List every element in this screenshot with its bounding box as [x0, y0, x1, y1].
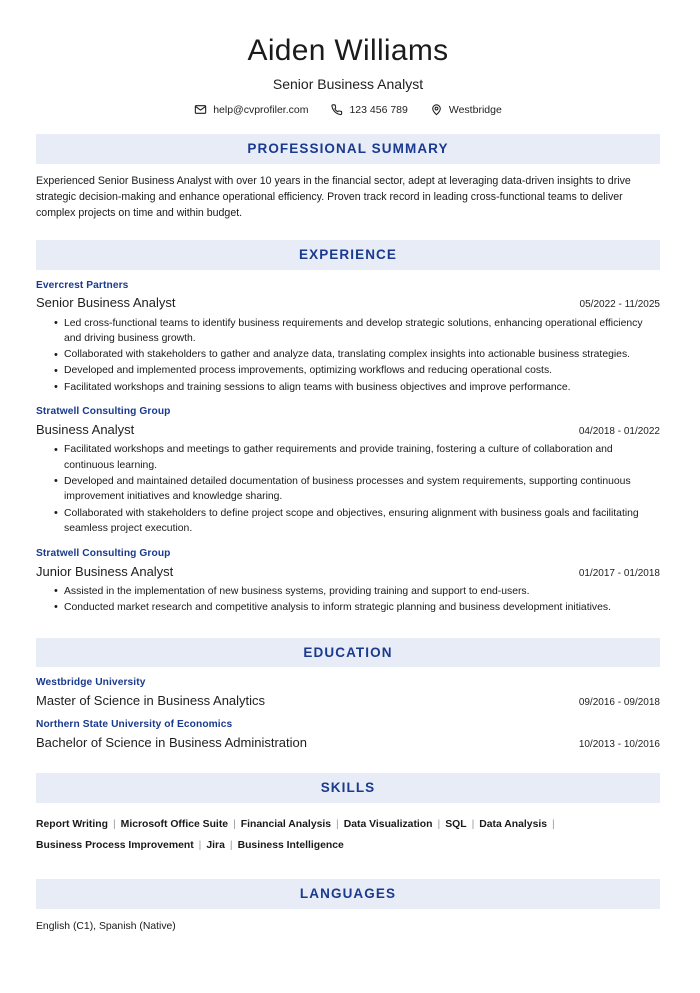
section-title-summary: PROFESSIONAL SUMMARY — [36, 134, 660, 164]
summary-body — [36, 173, 660, 221]
education-school-name: Northern State University of Economics — [36, 719, 233, 731]
section-skills — [36, 773, 660, 857]
education-date-range: 10/2013 - 10/2016 — [578, 738, 660, 750]
education-degree-row — [36, 735, 660, 751]
section-title-experience: EXPERIENCE — [36, 240, 660, 270]
education-date-range: 09/2016 - 09/2018 — [578, 696, 660, 708]
experience-entry — [36, 406, 660, 537]
experience-bullet-list — [36, 584, 660, 616]
contact-row — [36, 103, 660, 116]
skill-item: Business Intelligence — [237, 840, 344, 852]
education-degree-title: Bachelor of Science in Business Administration — [36, 734, 307, 750]
experience-entry — [36, 548, 660, 616]
experience-company-name: Stratwell Consulting Group — [36, 547, 171, 559]
contact-phone[interactable] — [330, 103, 407, 116]
skills-body — [36, 814, 660, 858]
experience-entry — [36, 280, 660, 396]
headline-subtitle: Senior Business Analyst — [272, 75, 424, 92]
resume-header — [36, 0, 660, 116]
skill-separator: | — [233, 818, 236, 830]
skill-item: Business Process Improvement — [36, 840, 194, 852]
experience-date-range: 04/2018 - 01/2022 — [578, 425, 660, 437]
languages-body — [36, 919, 660, 935]
experience-role-title: Junior Business Analyst — [36, 563, 174, 579]
contact-location-text: Westbridge — [448, 103, 502, 116]
education-degree-title: Master of Science in Business Analytics — [36, 692, 266, 708]
skill-separator: | — [198, 840, 202, 852]
skill-item: SQL — [445, 818, 467, 830]
section-professional-summary — [36, 134, 660, 221]
experience-company-name: Stratwell Consulting Group — [36, 406, 171, 418]
experience-bullet: • Facilitated workshops and training sessions to align teams with business objectives and improve performance. — [54, 380, 660, 396]
envelope-icon — [194, 103, 207, 116]
languages-text: English (C1), Spanish (Native) — [36, 920, 176, 932]
experience-bullet: • Collaborated with stakeholders to define project scope and objectives, ensuring alignment with business goals and facilitating seamless project execution. — [54, 506, 660, 537]
section-experience — [36, 240, 660, 615]
section-title-languages: LANGUAGES — [36, 879, 660, 909]
skills-line — [36, 814, 660, 836]
education-degree-row — [36, 693, 660, 709]
experience-bullet-list — [36, 316, 660, 396]
skill-separator: | — [229, 840, 233, 852]
experience-role-title: Senior Business Analyst — [36, 295, 176, 311]
experience-bullet: • Developed and implemented process improvements, optimizing workflows and reducing operational costs. — [54, 363, 660, 379]
experience-bullet: • Facilitated workshops and meetings to gather requirements and provide training, fostering a culture of collaboration and continuous learning. — [54, 442, 660, 473]
skill-separator: | — [471, 818, 475, 830]
experience-bullet: • Led cross-functional teams to identify business requirements and develop strategic solutions, enhancing operational efficiency and driving business growth. — [54, 316, 660, 347]
education-entry — [36, 719, 660, 751]
location-pin-icon — [430, 103, 443, 116]
page-title: Aiden Williams — [247, 34, 449, 67]
experience-bullet: • Collaborated with stakeholders to gather and analyze data, translating complex insights into actionable business strategies. — [54, 347, 660, 363]
experience-role-title: Business Analyst — [36, 421, 135, 437]
summary-text: Experienced Senior Business Analyst with over 10 years in the financial sector, adept at leveraging data-driven insights to drive strategic decision-making and enhance operational efficiency. Proven track record in leading cross-functional teams to deliver complex projects on time and within budget. — [36, 174, 631, 219]
experience-bullet: • Developed and maintained detailed documentation of business processes and system requirements, supporting continuous improvement initiatives and knowledge sharing. — [54, 474, 660, 505]
contact-email[interactable] — [194, 103, 308, 116]
education-school-name: Westbridge University — [36, 677, 146, 689]
experience-date-range: 05/2022 - 11/2025 — [579, 299, 660, 311]
section-title-education: EDUCATION — [36, 638, 660, 668]
skill-item: Data Analysis — [479, 818, 548, 830]
experience-role-row — [36, 295, 660, 311]
experience-bullet-list — [36, 442, 660, 537]
education-entry — [36, 677, 660, 709]
experience-company-name: Evercrest Partners — [36, 279, 129, 291]
section-education — [36, 638, 660, 752]
skill-separator: | — [112, 818, 116, 830]
skill-separator: | — [437, 818, 441, 830]
skill-item: Microsoft Office Suite — [120, 818, 229, 830]
phone-icon — [330, 103, 343, 116]
skill-item: Financial Analysis — [240, 818, 332, 830]
contact-email-text: help@cvprofiler.com — [213, 103, 309, 116]
experience-role-row — [36, 564, 660, 580]
experience-entry-list — [36, 280, 660, 616]
skill-item: Jira — [206, 840, 225, 852]
skill-separator: | — [336, 818, 339, 830]
contact-location[interactable] — [430, 103, 502, 116]
experience-date-range: 01/2017 - 01/2018 — [578, 567, 660, 579]
skill-separator: | — [552, 818, 555, 830]
experience-bullet: • Assisted in the implementation of new business systems, providing training and support to end-users. — [54, 584, 660, 600]
skills-line — [36, 835, 660, 857]
section-languages — [36, 879, 660, 934]
skill-item: Report Writing — [36, 818, 108, 830]
experience-bullet: • Conducted market research and competitive analysis to inform strategic planning and business development initiatives. — [54, 600, 660, 616]
section-title-skills: SKILLS — [36, 773, 660, 803]
experience-role-row — [36, 422, 660, 438]
contact-phone-text: 123 456 789 — [349, 103, 408, 116]
education-entry-list — [36, 677, 660, 751]
skill-item: Data Visualization — [343, 818, 433, 830]
